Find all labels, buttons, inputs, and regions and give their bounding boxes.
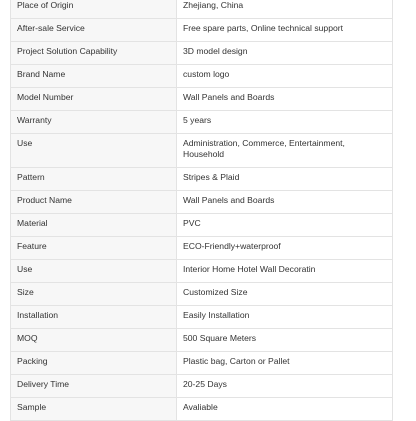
spec-row-after-sale-service [11,19,393,42]
spec-value: Customized Size [177,283,393,305]
spec-row-pattern [11,168,393,191]
spec-value: 3D model design [177,42,393,64]
spec-row-project-solution-capability [11,42,393,65]
spec-value: Wall Panels and Boards [177,191,393,213]
spec-key: Feature [11,237,177,259]
spec-value: PVC [177,214,393,236]
spec-key: Packing [11,352,177,374]
spec-row-place-of-origin [11,0,393,19]
spec-value: Stripes & Plaid [177,168,393,190]
spec-key: Material [11,214,177,236]
spec-key: MOQ [11,329,177,351]
spec-row-use [11,134,393,168]
spec-value: ECO-Friendly+waterproof [177,237,393,259]
spec-key: Installation [11,306,177,328]
spec-row-material [11,214,393,237]
spec-row-packing [11,352,393,375]
spec-key: Size [11,283,177,305]
spec-key: Sample [11,398,177,420]
spec-value: Interior Home Hotel Wall Decoratin [177,260,393,282]
spec-key: Place of Origin [11,0,177,18]
spec-value: 5 years [177,111,393,133]
spec-key: Pattern [11,168,177,190]
spec-key: Use [11,134,177,167]
spec-row-size [11,283,393,306]
spec-row-feature [11,237,393,260]
spec-key: Warranty [11,111,177,133]
spec-row-model-number [11,88,393,111]
spec-key: Brand Name [11,65,177,87]
spec-value: Avaliable [177,398,393,420]
spec-row-sample [11,398,393,421]
spec-key: Use [11,260,177,282]
spec-row-installation [11,306,393,329]
spec-value: Administration, Commerce, Entertainment, Household [177,134,393,167]
spec-row-warranty [11,111,393,134]
spec-value: custom logo [177,65,393,87]
spec-key: Product Name [11,191,177,213]
spec-value: 20-25 Days [177,375,393,397]
spec-row-use-interior [11,260,393,283]
spec-row-moq [11,329,393,352]
spec-value: Easily Installation [177,306,393,328]
spec-value: Zhejiang, China [177,0,393,18]
product-spec-table [10,0,393,421]
spec-value: Plastic bag, Carton or Pallet [177,352,393,374]
spec-key: After-sale Service [11,19,177,41]
spec-row-brand-name [11,65,393,88]
spec-row-product-name [11,191,393,214]
spec-key: Delivery Time [11,375,177,397]
spec-key: Project Solution Capability [11,42,177,64]
spec-value: Free spare parts, Online technical support [177,19,393,41]
spec-value: 500 Square Meters [177,329,393,351]
spec-value: Wall Panels and Boards [177,88,393,110]
spec-key: Model Number [11,88,177,110]
spec-row-delivery-time [11,375,393,398]
